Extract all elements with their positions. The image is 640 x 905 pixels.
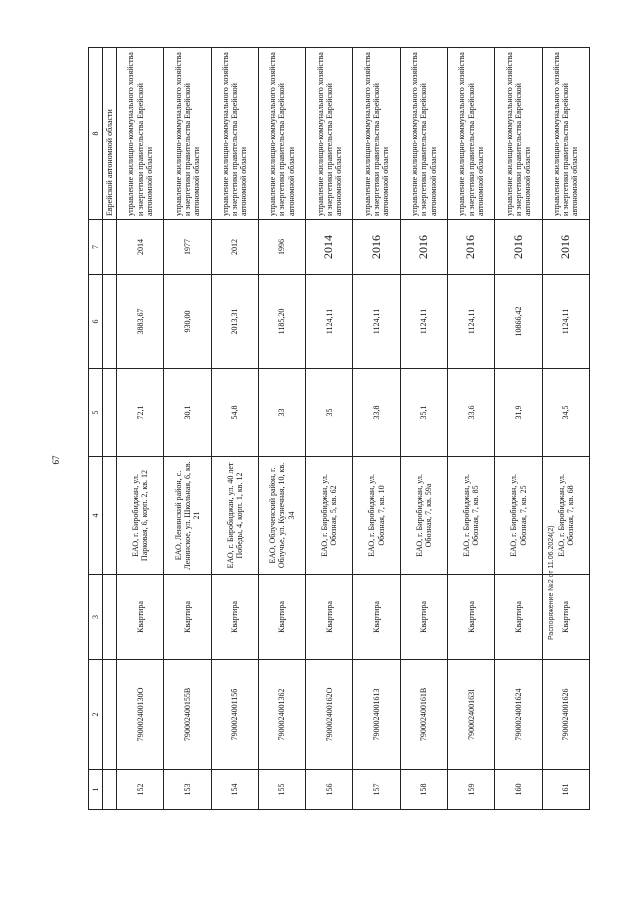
row-number: 154 [211,770,258,810]
table-row [306,48,353,810]
property-register-sheet [88,48,590,810]
address: ЕАО, г. Биробиджан, ул. Обозная, 7, кв. 25 [495,457,542,575]
holder: управление жилищно-коммунального хозяйства и энергетики правительства Еврейской автономной области [353,48,400,220]
registry-number: 790002400161В [400,660,447,770]
cost: 1124,11 [400,275,447,369]
registry-number: 7900024001624 [495,660,542,770]
row-number: 156 [306,770,353,810]
cost: 10866,42 [495,275,542,369]
address: ЕАО, г. Биробиджан, ул. Парковая, 6, корп. 2, кв. 12 [117,457,164,575]
address [103,457,117,575]
property-table [88,47,590,810]
address: ЕАО, г. Биробиджан, ул. 40 лет Победы, 4, корп. 1, кв. 12 [211,457,258,575]
row-number: 155 [258,770,305,810]
area: 54,8 [211,369,258,457]
area: 35,1 [400,369,447,457]
year: 2016 [448,220,495,275]
holder: управление жилищно-коммунального хозяйства и энергетики правительства Еврейской автономной области [258,48,305,220]
document-stamp: Распоряжение №2 от 11.06.2024(2) [548,525,555,640]
header-col-7: 7 [89,220,103,275]
cost: 1124,11 [353,275,400,369]
address: ЕАО, Ленинский район, с. Ленинское, ул. Школьная, 6, кв. 21 [164,457,211,575]
row-number [103,770,117,810]
page-number: 67 [51,455,61,465]
object-type: Квартира [164,575,211,660]
address: ЕАО, г. Биробиджан, ул. Обозная, 7, кв. 68 [542,457,589,575]
object-type: Квартира [211,575,258,660]
registry-number: 790002400155В [164,660,211,770]
address: ЕАО, г. Биробиджан, ул. Обозная, 7, кв. 59а [400,457,447,575]
row-number: 159 [448,770,495,810]
table-row [495,48,542,810]
table-row [353,48,400,810]
cost [103,275,117,369]
year: 1977 [164,220,211,275]
area: 72,1 [117,369,164,457]
cost: 1124,11 [542,275,589,369]
area: 34,5 [542,369,589,457]
registry-number: 790002400115б [211,660,258,770]
row-number: 153 [164,770,211,810]
row-number: 158 [400,770,447,810]
registry-number: 790002400130О [117,660,164,770]
header-col-2: 2 [89,660,103,770]
year: 2014 [117,220,164,275]
registry-number: 790002400163I [448,660,495,770]
holder: управление жилищно-коммунального хозяйства и энергетики правительства Еврейской автономной области [495,48,542,220]
row-number: 161 [542,770,589,810]
area [103,369,117,457]
area: 35 [306,369,353,457]
registry-number: 7900024001626 [542,660,589,770]
year: 2016 [353,220,400,275]
table-row [164,48,211,810]
area: 33,6 [448,369,495,457]
area: 31,9 [495,369,542,457]
header-col-1: 1 [89,770,103,810]
table-row [542,48,589,810]
year [103,220,117,275]
object-type: Квартира [495,575,542,660]
table-row [211,48,258,810]
header-row [89,48,103,810]
registry-number: 790002400161З [353,660,400,770]
registry-number: 790002400162О [306,660,353,770]
header-col-3: 3 [89,575,103,660]
holder: управление жилищно-коммунального хозяйства и энергетики правительства Еврейской автономной области [211,48,258,220]
object-type: Квартира [353,575,400,660]
holder: управление жилищно-коммунального хозяйства и энергетики правительства Еврейской автономной области [117,48,164,220]
holder: управление жилищно-коммунального хозяйства и энергетики правительства Еврейской автономной области [400,48,447,220]
year: 2014 [306,220,353,275]
object-type: Квартира [117,575,164,660]
year: 2016 [495,220,542,275]
holder: управление жилищно-коммунального хозяйства и энергетики правительства Еврейской автономной области [306,48,353,220]
cost: 930,00 [164,275,211,369]
year: 2016 [400,220,447,275]
object-type: Квартира [542,575,589,660]
registry-number [103,660,117,770]
cost: 1185,20 [258,275,305,369]
cost: 1124,11 [448,275,495,369]
area: 33,8 [353,369,400,457]
object-type: Квартира [258,575,305,660]
table-row [117,48,164,810]
holder: Еврейской автономной области [103,48,117,220]
header-col-6: 6 [89,275,103,369]
row-number: 160 [495,770,542,810]
holder: управление жилищно-коммунального хозяйства и энергетики правительства Еврейской автономной области [542,48,589,220]
address: ЕАО, г. Биробиджан, ул. Обозная, 5, кв. 62 [306,457,353,575]
year: 2012 [211,220,258,275]
table-row [258,48,305,810]
cost: 2013,31 [211,275,258,369]
holder: управление жилищно-коммунального хозяйства и энергетики правительства Еврейской автономной области [164,48,211,220]
object-type: Квартира [400,575,447,660]
header-col-8: 8 [89,48,103,220]
object-type: Квартира [448,575,495,660]
area: 33 [258,369,305,457]
area: 30,1 [164,369,211,457]
table-row [448,48,495,810]
object-type [103,575,117,660]
table-row [103,48,117,810]
registry-number: 7900024001362 [258,660,305,770]
row-number: 152 [117,770,164,810]
cost: 3883,67 [117,275,164,369]
cost: 1124,11 [306,275,353,369]
address: ЕАО, г. Биробиджан, ул. Обозная, 7, кв. 85 [448,457,495,575]
holder: управление жилищно-коммунального хозяйства и энергетики правительства Еврейской автономной области [448,48,495,220]
year: 2016 [542,220,589,275]
table-row [400,48,447,810]
row-number: 157 [353,770,400,810]
header-col-5: 5 [89,369,103,457]
header-col-4: 4 [89,457,103,575]
address: ЕАО, Облученский район, г. Облучье, ул. Кузнечная, 10, кв. 34 [258,457,305,575]
year: 1996 [258,220,305,275]
object-type: Квартира [306,575,353,660]
address: ЕАО, г. Биробиджан, ул. Обозная, 7, кв. 10 [353,457,400,575]
